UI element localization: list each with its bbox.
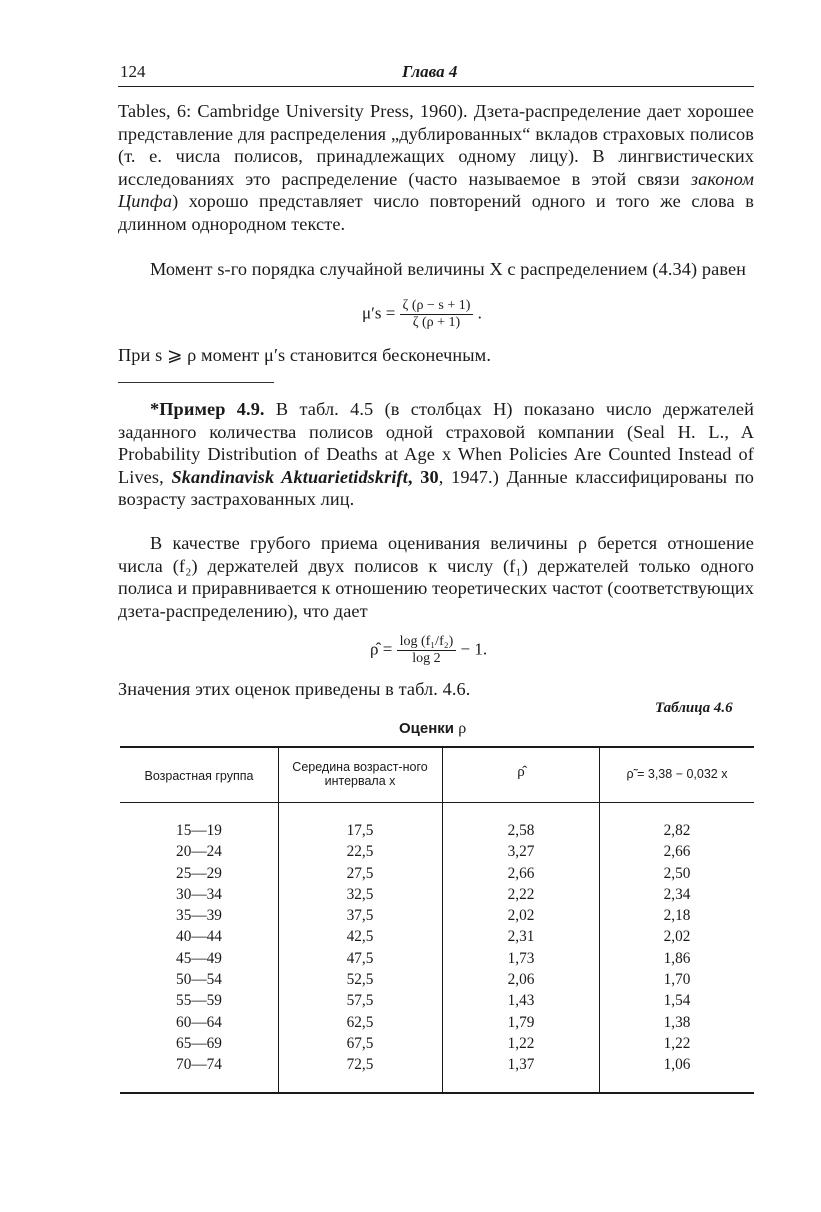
formula-lhs: ρ̂ = bbox=[370, 639, 393, 659]
table-cell: 70—74 bbox=[176, 1056, 222, 1074]
caption-symbol: ρ bbox=[458, 720, 467, 737]
header-midpoint: Середина возраст-ного интервала x bbox=[292, 760, 428, 788]
column-age-group bbox=[120, 820, 278, 1076]
table-cell: 2,18 bbox=[663, 907, 691, 925]
header-rho-tilde: ρ̃ = 3,38 − 0,032 x bbox=[626, 767, 728, 781]
formula-fraction bbox=[400, 298, 474, 331]
table-cell: 2,66 bbox=[507, 864, 535, 882]
table-cell: 32,5 bbox=[346, 885, 374, 903]
table-cell: 37,5 bbox=[346, 907, 374, 925]
page-number: 124 bbox=[120, 62, 146, 81]
table-cell: 1,54 bbox=[663, 992, 691, 1010]
table-cell: 1,79 bbox=[507, 1013, 535, 1031]
formula-numerator: log (f₁/f₂) bbox=[397, 634, 457, 651]
table-cell: 1,38 bbox=[663, 1013, 691, 1031]
formula-fraction bbox=[397, 634, 457, 667]
formula-lhs: μ′s = bbox=[362, 303, 396, 323]
table-cell: 2,22 bbox=[507, 885, 535, 903]
table-cell: 27,5 bbox=[346, 864, 374, 882]
table-cell: 52,5 bbox=[346, 971, 374, 989]
journal-title: Skandinavisk Aktuarietidskrift bbox=[171, 466, 408, 487]
table-cell: 2,06 bbox=[507, 971, 535, 989]
paragraph-text: Значения этих оценок приведены в табл. 4.6. bbox=[118, 679, 471, 699]
column-divider bbox=[278, 746, 279, 1092]
paragraph-text: В качестве грубого приема оценивания величины ρ берется отношение числа (f₂) держателей двух полисов к числу (f₁) держателей только одного полиса и приравнивается к отношению теоретических частот (соответствующих дзета-распределению), что дает bbox=[118, 533, 754, 621]
paragraph-text-end: , 1947.) Данные классифицированы по возрасту застрахованных лиц. bbox=[118, 466, 754, 510]
table-cell: 1,73 bbox=[507, 949, 535, 967]
table-cell: 2,31 bbox=[507, 928, 535, 946]
table-cell: 57,5 bbox=[346, 992, 374, 1010]
paragraph-values bbox=[118, 678, 754, 701]
table-cell: 1,43 bbox=[507, 992, 535, 1010]
formula-denominator: ζ (ρ + 1) bbox=[412, 315, 461, 330]
table-top-rule bbox=[120, 746, 754, 748]
table-cell: 20—24 bbox=[176, 843, 222, 861]
formula-tail: − 1. bbox=[460, 639, 488, 659]
table-cell: 1,06 bbox=[663, 1056, 691, 1074]
paragraph-estimate bbox=[118, 532, 754, 622]
table-cell: 15—19 bbox=[176, 822, 222, 839]
table-cell: 2,66 bbox=[663, 843, 691, 861]
section-divider bbox=[118, 382, 274, 383]
table-cell: 2,58 bbox=[507, 822, 535, 839]
table-cell: 2,50 bbox=[663, 864, 691, 882]
paragraph-text: Момент s-го порядка случайной величины X с распределением (4.34) равен bbox=[150, 259, 747, 279]
paragraph-zeta-intro bbox=[118, 100, 754, 236]
table-cell: 50—54 bbox=[176, 971, 222, 989]
table-cell: 2,34 bbox=[663, 885, 691, 903]
table-cell: 72,5 bbox=[346, 1056, 374, 1074]
example-label: *Пример 4.9. bbox=[150, 399, 265, 419]
table-cell: 3,27 bbox=[507, 843, 535, 861]
formula-tail: . bbox=[477, 303, 482, 323]
table-cell: 65—69 bbox=[176, 1034, 222, 1052]
table-cell: 35—39 bbox=[176, 907, 222, 925]
table-cell: 22,5 bbox=[346, 843, 374, 861]
table-cell: 55—59 bbox=[176, 992, 222, 1010]
table-cell: 2,82 bbox=[663, 822, 691, 839]
table-cell: 30—34 bbox=[176, 885, 222, 903]
table-cell: 25—29 bbox=[176, 864, 222, 882]
table-cell: 42,5 bbox=[346, 928, 374, 946]
table-cell: 60—64 bbox=[176, 1013, 222, 1031]
table-bottom-rule bbox=[120, 1092, 754, 1094]
table-cell: 1,37 bbox=[507, 1056, 535, 1074]
table-caption bbox=[399, 720, 466, 738]
table-cell: 1,70 bbox=[663, 971, 691, 989]
caption-text: Оценки bbox=[399, 720, 455, 737]
paragraph-text: В табл. 4.5 (в столбцах H) показано число держателей заданного количества полисов одной страховой компании (Seal H. L., A Probability Distribution of Deaths at Age x When Policies Are Counted Instead of Lives, bbox=[118, 399, 754, 487]
formula-numerator: ζ (ρ − s + 1) bbox=[400, 298, 474, 315]
paragraph-example bbox=[118, 398, 754, 511]
table-cell: 40—44 bbox=[176, 928, 222, 946]
table-cell: 45—49 bbox=[176, 949, 222, 967]
zipf-law-term: законом Ципфа bbox=[118, 168, 754, 212]
header-rule bbox=[118, 86, 754, 87]
paragraph-infinite-moment bbox=[118, 344, 754, 367]
paragraph-moment bbox=[118, 258, 754, 281]
journal-volume: , 30 bbox=[407, 466, 439, 487]
formula-rho-estimate bbox=[370, 634, 487, 667]
column-rho-tilde bbox=[600, 820, 754, 1076]
formula-denominator: log 2 bbox=[412, 651, 441, 666]
table-cell: 47,5 bbox=[346, 949, 374, 967]
header-rho-hat: ρ̂ bbox=[517, 764, 525, 780]
table-cell: 17,5 bbox=[346, 822, 374, 839]
column-rho-hat bbox=[443, 820, 599, 1076]
paragraph-text: Tables, 6: Cambridge University Press, 1960). Дзета-распределение дает хорошее представление для распределения „дублированных“ вкладов страховых полисов (т. е. числа полисов, принадлежащих одному лицу). В лингвистических исследованиях это распределение (часто называемое в этой связи bbox=[118, 101, 754, 189]
table-label: Таблица 4.6 bbox=[655, 700, 733, 716]
paragraph-text: При s ⩾ ρ момент μ′s становится бесконечным. bbox=[118, 345, 491, 365]
formula-moment bbox=[362, 298, 482, 331]
table-cell: 2,02 bbox=[663, 928, 691, 946]
column-midpoint bbox=[290, 820, 430, 1076]
table-cell: 1,22 bbox=[507, 1034, 535, 1052]
table-header-rule bbox=[120, 802, 754, 803]
paragraph-text-end: ) хорошо представляет число повторений одного и того же слова в длинном однородном тексте. bbox=[118, 191, 754, 234]
chapter-title: Глава 4 bbox=[402, 62, 458, 81]
table-cell: 1,22 bbox=[663, 1034, 691, 1052]
header-age-group: Возрастная группа bbox=[144, 769, 254, 783]
table-cell: 62,5 bbox=[346, 1013, 374, 1031]
table-cell: 2,02 bbox=[507, 907, 535, 925]
table-cell: 67,5 bbox=[346, 1034, 374, 1052]
table-cell: 1,86 bbox=[663, 949, 691, 967]
